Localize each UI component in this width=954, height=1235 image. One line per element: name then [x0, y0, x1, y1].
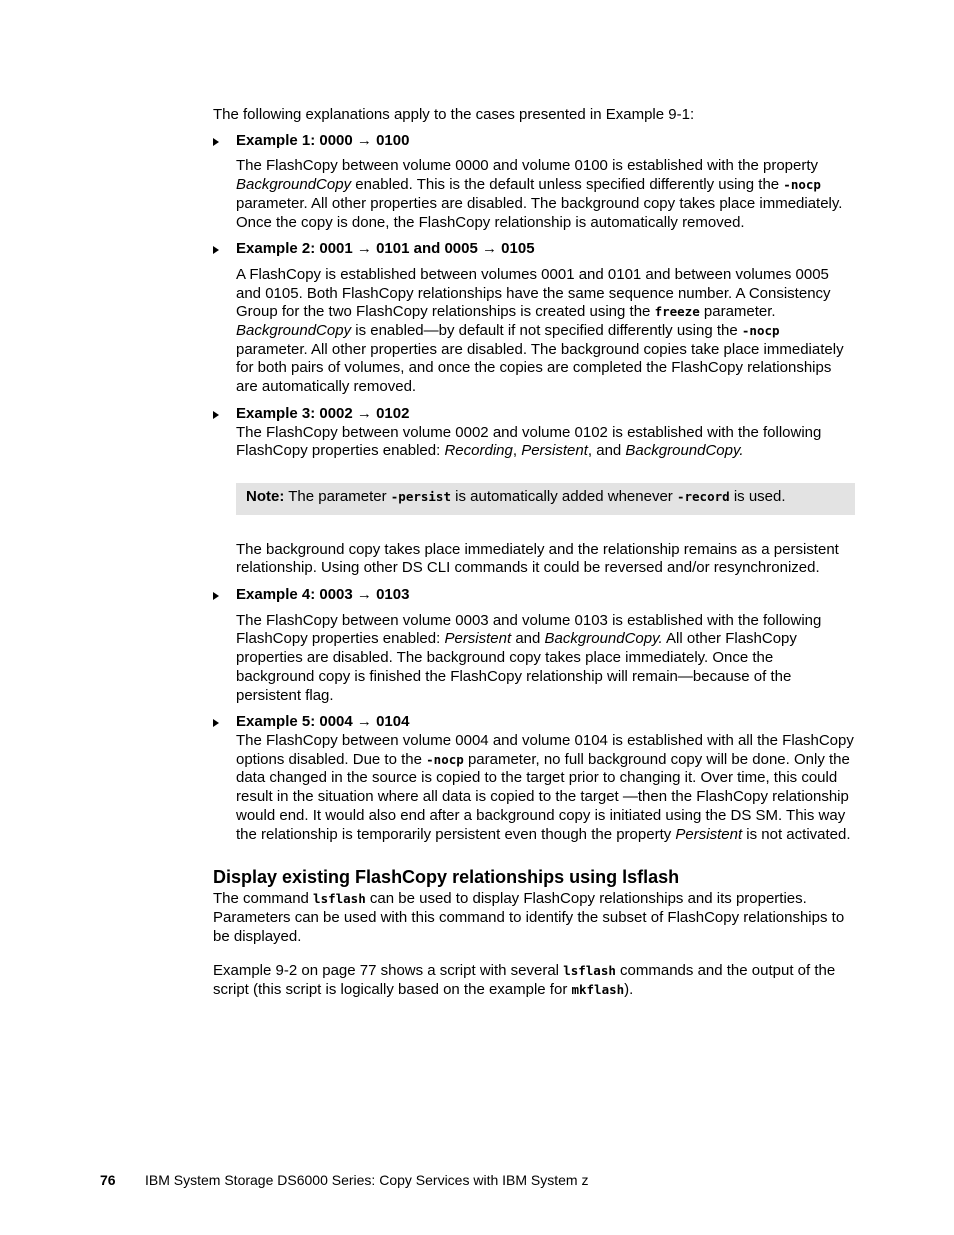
- example-5-title: Example 5: 0004 → 0104: [236, 713, 410, 731]
- example-2: [213, 240, 855, 397]
- book-title: IBM System Storage DS6000 Series: Copy Services with IBM System z: [145, 1172, 589, 1188]
- example-4: [213, 586, 855, 705]
- example-1: [213, 132, 855, 233]
- page-number: 76: [100, 1172, 116, 1188]
- example-2-body: A FlashCopy is established between volumes 0001 and 0101 and between volumes 0005 and 0105. Both FlashCopy relationships have the same sequence number. A Consistency Group for the two FlashCopy relationships is created using the freeze parameter. BackgroundCopy is enabled—by default if not specified differently using the -nocp parameter. All other properties are disabled. The background copies take place immediately for both pairs of volumes, and once the copies are completed the FlashCopy relationships are automatically removed.: [236, 265, 844, 396]
- page-footer: [100, 1172, 589, 1188]
- section-paragraph-1: The command lsflash can be used to display FlashCopy relationships and its properties. Parameters can be used with this command to identify the subset of FlashCopy relationships to be displayed.: [213, 890, 845, 945]
- page-content: [213, 106, 855, 1000]
- note-box: Note: The parameter -persist is automatically added whenever -record is used.: [236, 483, 855, 515]
- arrow-icon: →: [356, 404, 372, 422]
- example-5-body: The FlashCopy between volume 0004 and volume 0104 is established with all the FlashCopy options disabled. Due to the -nocp parameter, no full background copy will be done. Only the data changed in the source is copied to the target prior to changing it. Over time, this could result in the situation where all data is copied to the target —then the FlashCopy relationship would end. It would also end after a background copy is initiated using the DS SM. This way the relationship is temporarily persistent even though the property Persistent is not activated.: [236, 731, 854, 843]
- section-paragraph-2: Example 9-2 on page 77 shows a script with several lsflash commands and the output of the script (this script is logically based on the example for mkflash).: [213, 962, 836, 999]
- example-4-body: The FlashCopy between volume 0003 and volume 0103 is established with the following FlashCopy properties enabled: Persistent and BackgroundCopy. All other FlashCopy properties are disabled. The background copy takes place immediately. Once the background copy is finished the FlashCopy relationship will remain—because of the persistent flag.: [236, 611, 822, 704]
- bullet-arrow-icon: [213, 719, 219, 727]
- example-1-body: The FlashCopy between volume 0000 and volume 0100 is established with the property BackgroundCopy enabled. This is the default unless specified differently using the -nocp parameter. All other properties are disabled. The background copy takes place immediately. Once the copy is done, the FlashCopy relationship is automatically removed.: [236, 157, 843, 231]
- example-3-after-note: The background copy takes place immediately and the relationship remains as a persistent relationship. Using other DS CLI commands it could be reversed and/or resynchronized.: [236, 540, 839, 577]
- example-2-title: Example 2: 0001 → 0101 and 0005 → 0105: [236, 240, 535, 258]
- section-heading: Display existing FlashCopy relationships using lsflash: [213, 867, 680, 888]
- note-label: Note:: [246, 487, 285, 505]
- bullet-arrow-icon: [213, 246, 219, 254]
- example-1-title: Example 1: 0000 → 0100: [236, 131, 410, 149]
- example-3-title: Example 3: 0002 → 0102: [236, 404, 410, 422]
- example-3-body: The FlashCopy between volume 0002 and volume 0102 is established with the following FlashCopy properties enabled: Recording, Persistent, and BackgroundCopy.: [236, 423, 822, 460]
- bullet-arrow-icon: [213, 138, 219, 146]
- arrow-icon: →: [356, 586, 372, 604]
- arrow-icon: →: [482, 240, 497, 258]
- intro-text: The following explanations apply to the cases presented in Example 9-1:: [213, 106, 695, 123]
- example-3: [213, 405, 855, 578]
- arrow-icon: →: [356, 131, 372, 149]
- arrow-icon: →: [356, 713, 372, 731]
- example-4-title: Example 4: 0003 → 0103: [236, 586, 410, 604]
- arrow-icon: →: [356, 240, 372, 258]
- example-5: [213, 713, 855, 844]
- bullet-arrow-icon: [213, 592, 219, 600]
- bullet-arrow-icon: [213, 411, 219, 419]
